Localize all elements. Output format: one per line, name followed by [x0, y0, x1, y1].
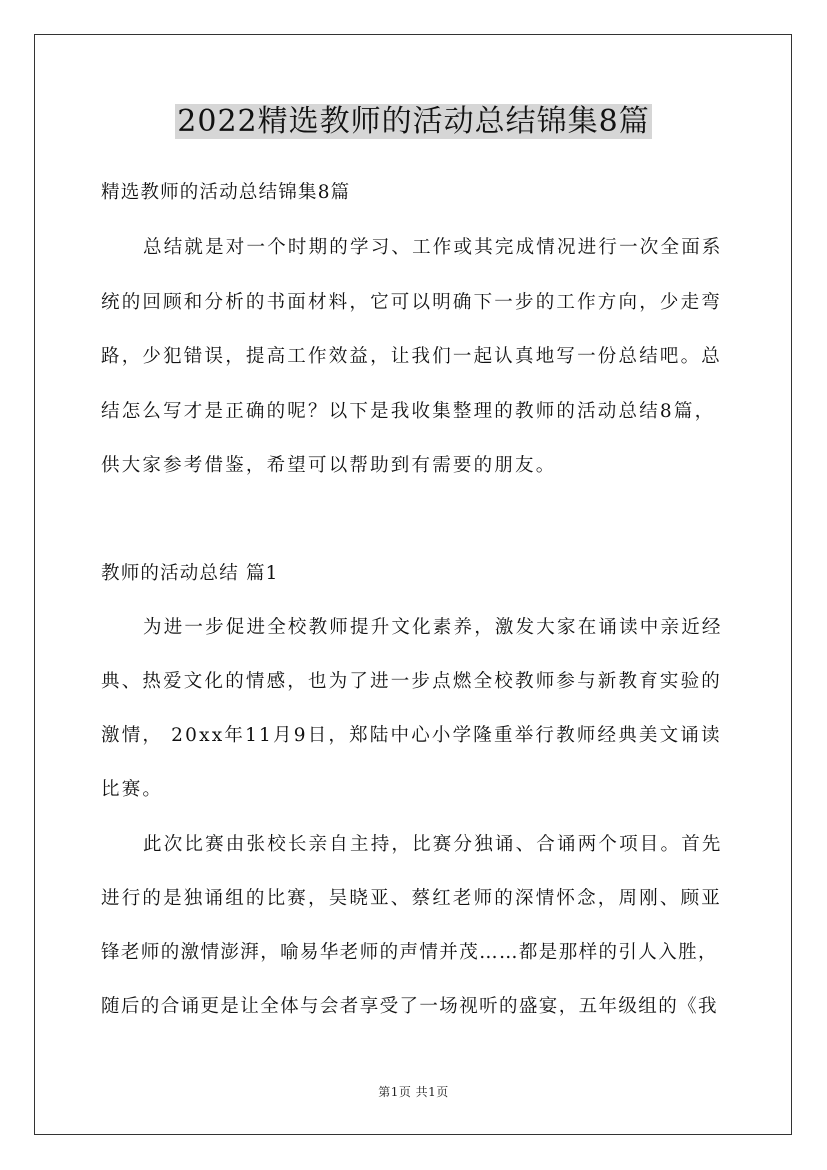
- paragraph-line: 此次比赛由张校长亲自主持，比赛分独诵、合诵两个项目。首先: [143, 834, 723, 855]
- document-title: [0, 100, 827, 144]
- intro-line: 结怎么写才是正确的呢？以下是我收集整理的教师的活动总结8篇，: [101, 401, 716, 422]
- paragraph-line: 激情， 20xx年11月9日，郑陆中心小学隆重举行教师经典美文诵读: [101, 725, 722, 746]
- intro-line: 总结就是对一个时期的学习、工作或其完成情况进行一次全面系: [143, 237, 723, 258]
- paragraph-line: 为进一步促进全校教师提升文化素养，激发大家在诵读中亲近经: [143, 617, 723, 638]
- paragraph-line: 比赛。: [101, 779, 164, 800]
- paragraph-line: 典、热爱文化的情感，也为了进一步点燃全校教师参与新教育实验的: [101, 671, 723, 692]
- paragraph-line: 锋老师的激情澎湃，喻易华老师的声情并茂……都是那样的引人入胜，: [101, 942, 718, 963]
- document-title-text: 2022精选教师的活动总结锦集8篇: [177, 104, 650, 139]
- paragraph-line: 随后的合诵更是让全体与会者享受了一场视听的盛宴，五年级组的《我: [101, 996, 718, 1017]
- intro-line: 供大家参考借鉴，希望可以帮助到有需要的朋友。: [101, 455, 557, 476]
- subtitle: 精选教师的活动总结锦集8篇: [101, 182, 351, 203]
- intro-line: 统的回顾和分析的书面材料，它可以明确下一步的工作方向，少走弯: [101, 292, 723, 313]
- page-footer: 第1页 共1页: [378, 1085, 449, 1099]
- paragraph-line: 进行的是独诵组的比赛，吴晓亚、蔡红老师的深情怀念，周刚、顾亚: [101, 888, 723, 909]
- section-heading: 教师的活动总结 篇1: [101, 563, 279, 584]
- intro-line: 路，少犯错误，提高工作效益，让我们一起认真地写一份总结吧。总: [101, 346, 723, 367]
